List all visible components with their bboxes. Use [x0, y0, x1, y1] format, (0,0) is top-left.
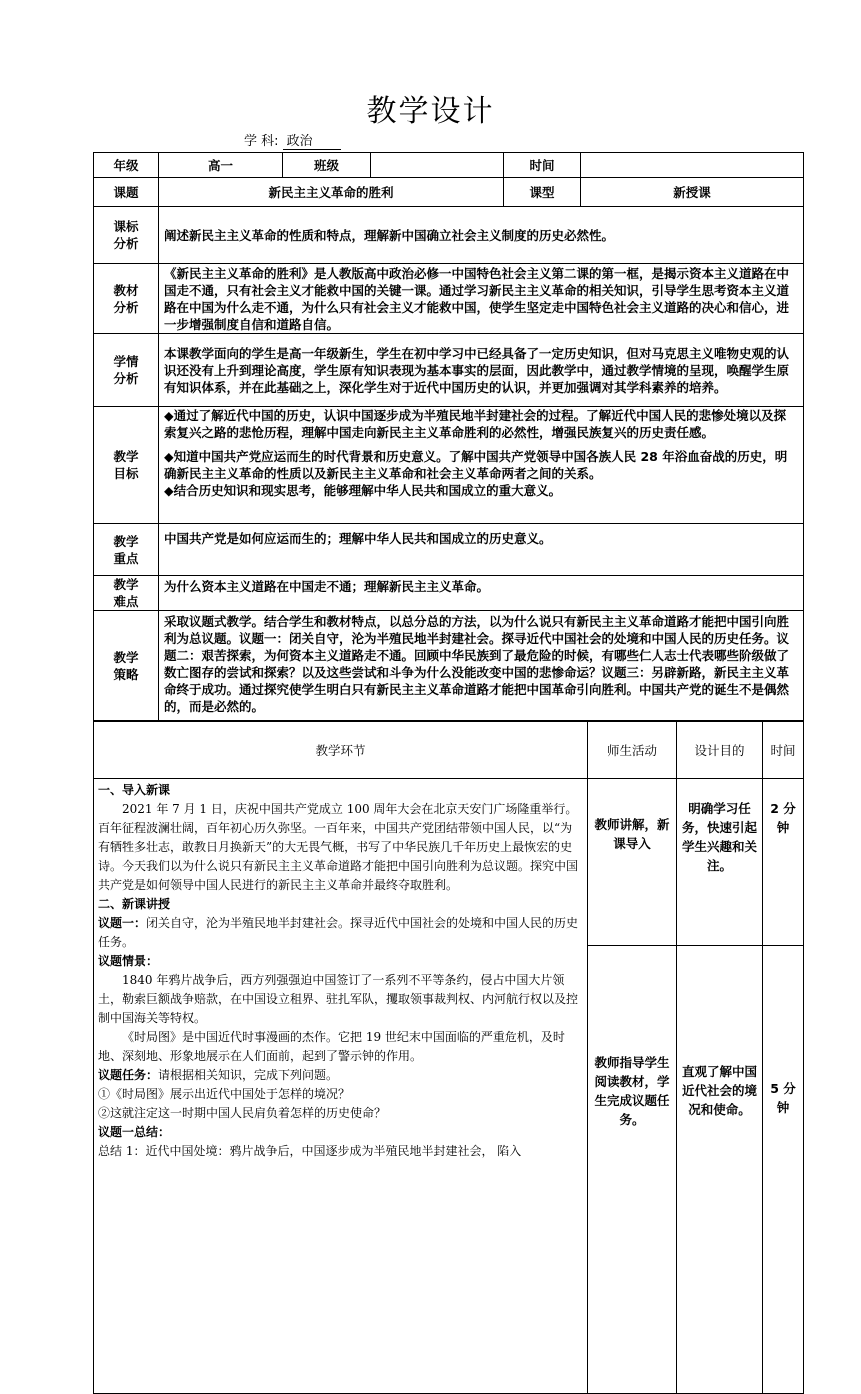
subject-line	[244, 130, 341, 150]
goal-item-2: ◆知道中国共产党应运而生的时代背景和历史意义。了解中国共产党领导中国各族人民 28 年浴血奋战的历史，明确新民主主义革命的性质以及新民主主义革命和社会主义革命两者之间的关系。	[164, 449, 788, 481]
standard-analysis-label	[94, 207, 159, 264]
material-analysis-text: 《新民主主义革命的胜利》是人教版高中政治必修一中国特色社会主义第二课的第一框，是揭示资本主义道路在中国走不通，只有社会主义才能救中国的关键一课。通过学习新民主主义革命的相关知识，引导学生思考资本主义道路在中国为什么走不通，为什么只有社会主义才能救中国，使学生坚定走中国特色社会主义道路的决心和信心，进一步增强制度自信和道路自信。	[159, 264, 804, 334]
topic1-label: 议题一：	[98, 916, 147, 930]
type-value: 新授课	[581, 178, 804, 207]
scenario-paragraph-1: 1840 年鸦片战争后，西方列强强迫中国签订了一系列不平等条约，侵占中国大片领土，勒索巨额战争赔款，在中国设立租界、驻扎军队，攫取领事裁判权、内河航行权以及控制中国海关等特权。	[98, 973, 579, 1025]
time-value	[581, 153, 804, 178]
class-value	[371, 153, 504, 178]
time-header: 时间	[763, 721, 804, 779]
strategy-label-line2: 策略	[113, 667, 139, 682]
topic1-text: 闭关自守，沦为半殖民地半封建社会。探寻近代中国社会的处境和中国人民的历史任务。	[98, 916, 579, 949]
teaching-goals-label	[94, 407, 159, 524]
difficult-points-text: 为什么资本主义道路在中国走不通；理解新民主主义革命。	[159, 576, 804, 611]
material-label-line2: 分析	[113, 299, 139, 315]
teaching-strategy-label	[94, 611, 159, 722]
material-label-line1: 教材	[113, 282, 139, 298]
activity-topic1: 教师指导学生阅读教材，学生完成议题任务。	[588, 946, 677, 1394]
summary-label: 议题一总结：	[98, 1125, 171, 1139]
learner-analysis-label	[94, 334, 159, 407]
topic-label: 课题	[94, 178, 159, 207]
summary-text: 总结 1：近代中国处境：鸦片战争后，中国逐步成为半殖民地半封建社会， 陷入	[98, 1144, 522, 1158]
steps-header: 教学环节	[94, 721, 588, 779]
goal-item-3: ◆结合历史知识和现实思考，能够理解中华人民共和国成立的重大意义。	[164, 483, 562, 498]
question-2: ②这就注定这一时期中国人民肩负着怎样的历史使命？	[98, 1106, 387, 1120]
teaching-steps-content	[94, 779, 588, 1394]
topic1	[98, 914, 583, 952]
purpose-header: 设计目的	[677, 721, 763, 779]
purpose-intro: 明确学习任务，快速引起学生兴趣和关注。	[677, 779, 763, 946]
topic-value: 新民主主义革命的胜利	[159, 178, 504, 207]
section1-text: 2021 年 7 月 1 日，庆祝中国共产党成立 100 周年大会在北京天安门广场隆重举行。百年征程波澜壮阔，百年初心历久弥坚。一百年来，中国共产党团结带领中国人民，以“为有牺牲多壮志，敢教日月换新天”的大无畏气概，书写了中华民族几千年历史上最恢宏的史诗。今天我们以为什么说只有新民主主义革命道路才能把中国引向胜利为总议题。探究中国共产党是如何领导中国人民进行的新民主主义革命并最终夺取胜利。	[98, 802, 579, 892]
learner-analysis-text: 本课教学面向的学生是高一年级新生，学生在初中学习中已经具备了一定历史知识，但对马克思主义唯物史观的认识还没有上升到理论高度，学生原有知识表现为基本事实的层面，因此教学中，通过教学情境的呈现，唤醒学生原有知识体系，并在此基础之上，深化学生对于近代中国历史的认识，并更加强调对其学科素养的培养。	[159, 334, 804, 407]
scenario-label: 议题情景：	[98, 954, 159, 968]
key-points-text: 中国共产党是如何应运而生的；理解中华人民共和国成立的历史意义。	[159, 524, 804, 576]
subject-value: 政治	[283, 130, 341, 150]
key-label-line1: 教学	[113, 533, 139, 549]
teaching-goals-text	[159, 407, 804, 524]
learner-label-line1: 学情	[113, 354, 139, 369]
material-analysis-label	[94, 264, 159, 334]
section2-title: 二、新课讲授	[98, 897, 171, 911]
task-text: 请根据相关知识，完成下列问题。	[158, 1068, 339, 1082]
learner-label-line2: 分析	[113, 371, 139, 386]
standard-analysis-text: 阐述新民主主义革命的性质和特点，理解新中国确立社会主义制度的历史必然性。	[159, 207, 804, 264]
key-points-label	[94, 524, 159, 576]
subject-label: 学 科:	[244, 134, 279, 149]
question-1: ①《时局图》展示出近代中国处于怎样的境况？	[98, 1087, 351, 1101]
grade-value: 高一	[159, 153, 283, 178]
time-intro: 2 分钟	[763, 779, 804, 946]
time-topic1: 5 分钟	[763, 946, 804, 1394]
goals-label-line2: 目标	[113, 466, 139, 481]
time-label: 时间	[504, 153, 581, 178]
scenario-paragraph-2: 《时局图》是中国近代时事漫画的杰作。它把 19 世纪末中国面临的严重危机，及时地、深刻地、形象地展示在人们面前，起到了警示钟的作用。	[98, 1030, 565, 1063]
activity-header: 师生活动	[588, 721, 677, 779]
task	[98, 1066, 583, 1085]
class-label: 班级	[283, 153, 371, 178]
key-label-line2: 重点	[113, 550, 139, 566]
grade-label: 年级	[94, 153, 159, 178]
lesson-info-table	[93, 152, 804, 722]
strategy-label-line1: 教学	[113, 650, 139, 665]
section1-title: 一、导入新课	[98, 783, 171, 797]
teaching-strategy-text: 采取议题式教学。结合学生和教材特点，以总分总的方法，以为什么说只有新民主主义革命道路才能把中国引向胜利为总议题。议题一：闭关自守，沦为半殖民地半封建社会。探寻近代中国社会的处境和中国人民的历史任务。议题二：艰苦探索，为何资本主义道路走不通。回顾中华民族到了最危险的时候，有哪些仁人志士代表哪些阶级做了数亡图存的尝试和探索？以及这些尝试和斗争为什么没能改变中国的悲惨命运？议题三：另辟新路，新民主主义革命终于成功。通过探究使学生明白只有新民主主义革命道路才能把中国革命引向胜利。中国共产党的诞生不是偶然的，而是必然的。	[159, 611, 804, 722]
goal-item-1: ◆通过了解近代中国的历史，认识中国逐步成为半殖民地半封建社会的过程。了解近代中国人民的悲惨处境以及探索复兴之路的悲怆历程，理解中国走向新民主主义革命胜利的必然性，增强民族复兴的历史责任感。	[164, 408, 787, 440]
standard-label-line2: 分析	[113, 236, 139, 251]
difficult-label-line1: 教学	[113, 577, 139, 592]
teaching-process-table	[93, 720, 804, 1394]
task-label: 议题任务：	[98, 1068, 159, 1082]
purpose-topic1: 直观了解中国近代社会的境况和使命。	[677, 946, 763, 1394]
difficult-label-line2: 难点	[113, 594, 139, 609]
type-label: 课型	[504, 178, 581, 207]
standard-label-line1: 课标	[113, 219, 139, 234]
document-title: 教学设计	[366, 94, 495, 129]
difficult-points-label	[94, 576, 159, 611]
activity-intro: 教师讲解，新课导入	[588, 779, 677, 946]
goals-label-line1: 教学	[113, 449, 139, 464]
